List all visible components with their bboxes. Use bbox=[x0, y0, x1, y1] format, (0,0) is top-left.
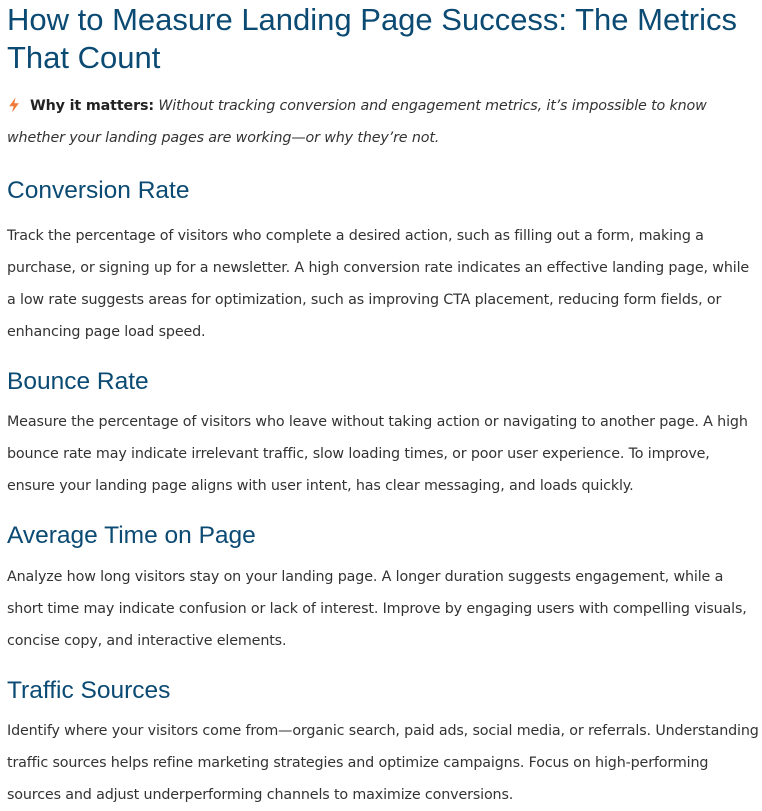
section-heading-traffic-sources: Traffic Sources bbox=[7, 677, 171, 704]
section-body-bounce-rate: Measure the percentage of visitors who leave without taking action or navigating to another page. A high bounce rate may indicate irrelevant traffic, slow loading times, or poor user experience. To improve, ensure your landing page aligns with user intent, has clear messaging, and loads quickly. bbox=[7, 414, 748, 494]
section-body-average-time-on-page: Analyze how long visitors stay on your landing page. A longer duration suggests engagement, while a short time may indicate confusion or lack of interest. Improve by engaging users with compelling visuals, concise copy, and interactive elements. bbox=[7, 569, 747, 649]
section-heading-average-time-on-page: Average Time on Page bbox=[7, 522, 256, 549]
why-it-matters-label: Why it matters: bbox=[30, 98, 154, 114]
section-body-conversion-rate: Track the percentage of visitors who complete a desired action, such as filling out a form, making a purchase, or signing up for a newsletter. A high conversion rate indicates an effective landing page, while a low rate suggests areas for optimization, such as improving CTA placement, reducing form fields, or enhancing page load speed. bbox=[7, 228, 750, 340]
article bbox=[7, 0, 759, 811]
page-title: How to Measure Landing Page Success: The Metrics That Count bbox=[7, 2, 738, 75]
section-heading-bounce-rate: Bounce Rate bbox=[7, 368, 149, 395]
section-body-traffic-sources: Identify where your visitors come from—organic search, paid ads, social media, or referrals. Understanding traffic sources helps refine marketing strategies and optimize campaigns. Focus on high-performing sources and adjust underperforming channels to maximize conversions. bbox=[7, 723, 759, 803]
section-heading-conversion-rate: Conversion Rate bbox=[7, 177, 190, 204]
why-it-matters-text: Without tracking conversion and engagement metrics, it’s impossible to know whether your landing pages are working—or why they’re not. bbox=[7, 98, 707, 146]
why-it-matters-callout bbox=[7, 90, 759, 154]
lightning-bolt-icon bbox=[7, 97, 21, 113]
